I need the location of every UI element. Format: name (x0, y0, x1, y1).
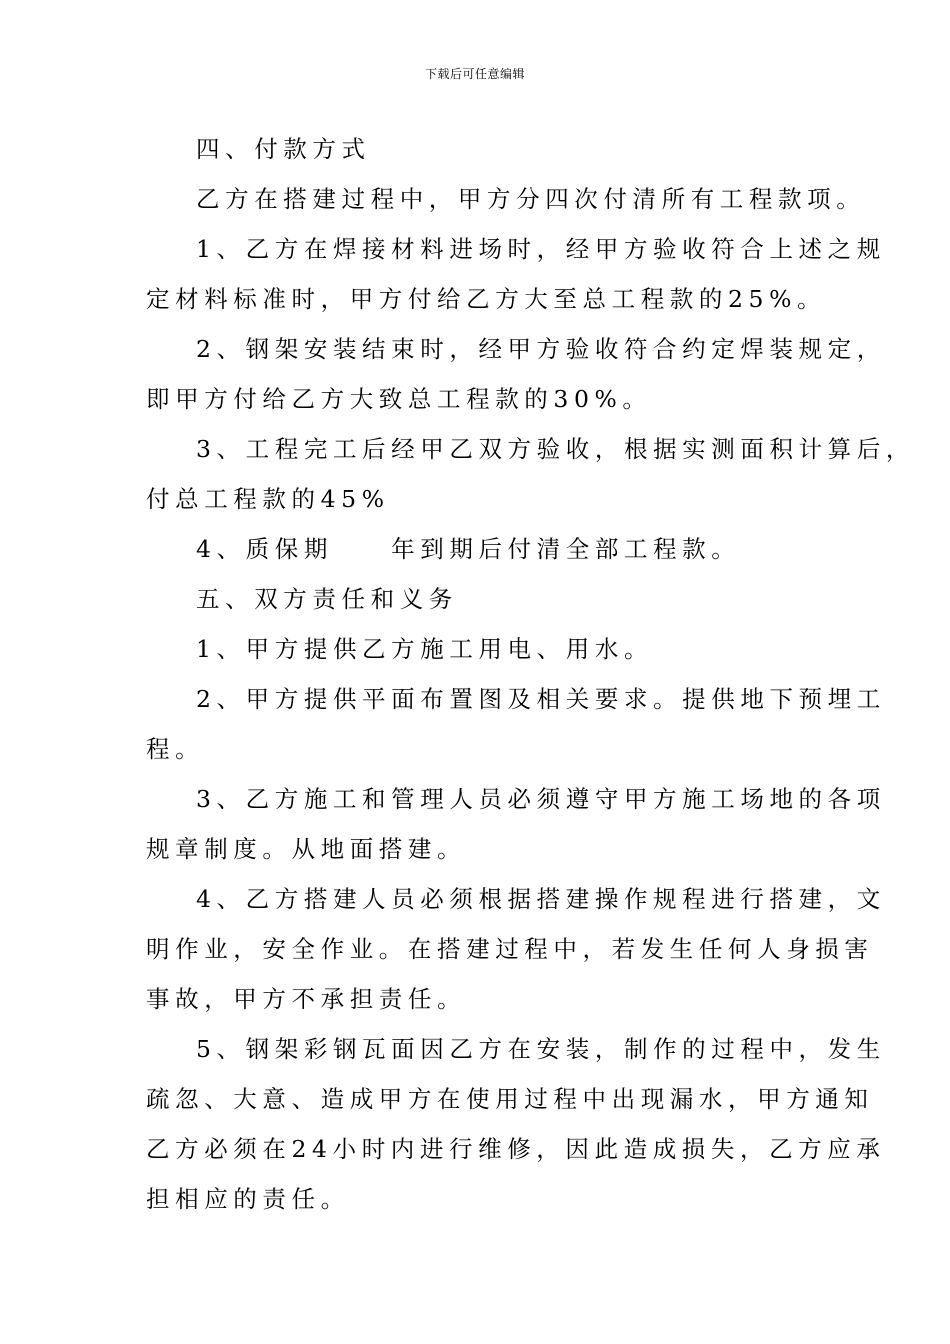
page-header-note: 下载后可任意编辑 (424, 67, 525, 81)
paragraph-line: 乙方在搭建过程中，甲方分四次付清所有工程款项。 (196, 185, 866, 213)
paragraph-line: 担相应的责任。 (146, 1185, 350, 1213)
paragraph-line: 规章制度。从地面搭建。 (146, 835, 467, 863)
paragraph-line: 疏忽、大意、造成甲方在使用过程中出现漏水，甲方通知 (146, 1085, 874, 1113)
paragraph-line: 付总工程款的45% (146, 485, 390, 513)
paragraph-line: 1、乙方在焊接材料进场时，经甲方验收符合上述之规 (196, 235, 886, 263)
paragraph-line: 4、乙方搭建人员必须根据搭建操作规程进行搭建，文 (196, 885, 886, 913)
paragraph-line: 定材料标准时，甲方付给乙方大至总工程款的25%。 (146, 285, 827, 313)
paragraph-line: 3、乙方施工和管理人员必须遵守甲方施工场地的各项 (196, 785, 886, 813)
paragraph-line: 事故，甲方不承担责任。 (146, 985, 467, 1013)
section-heading-responsibilities: 五、双方责任和义务 (196, 585, 458, 613)
paragraph-line: 明作业，安全作业。在搭建过程中，若发生任何人身损害 (146, 935, 874, 963)
paragraph-line: 2、钢架安装结束时，经甲方验收符合约定焊装规定， (196, 335, 886, 363)
paragraph-line: 5、钢架彩钢瓦面因乙方在安装，制作的过程中，发生 (196, 1035, 886, 1063)
section-heading-payment: 四、付款方式 (196, 135, 371, 163)
paragraph-line: 程。 (146, 735, 205, 763)
paragraph-line: 乙方必须在24小时内进行维修，因此造成损失，乙方应承 (146, 1135, 886, 1163)
paragraph-line: 2、甲方提供平面布置图及相关要求。提供地下预埋工 (196, 685, 886, 713)
paragraph-line: 1、甲方提供乙方施工用电、用水。 (196, 635, 654, 663)
paragraph-line: 3、工程完工后经甲乙双方验收，根据实测面积计算后， (196, 435, 915, 463)
paragraph-line: 4、质保期 年到期后付清全部工程款。 (196, 535, 741, 563)
paragraph-line: 即甲方付给乙方大致总工程款的30%。 (146, 385, 652, 413)
